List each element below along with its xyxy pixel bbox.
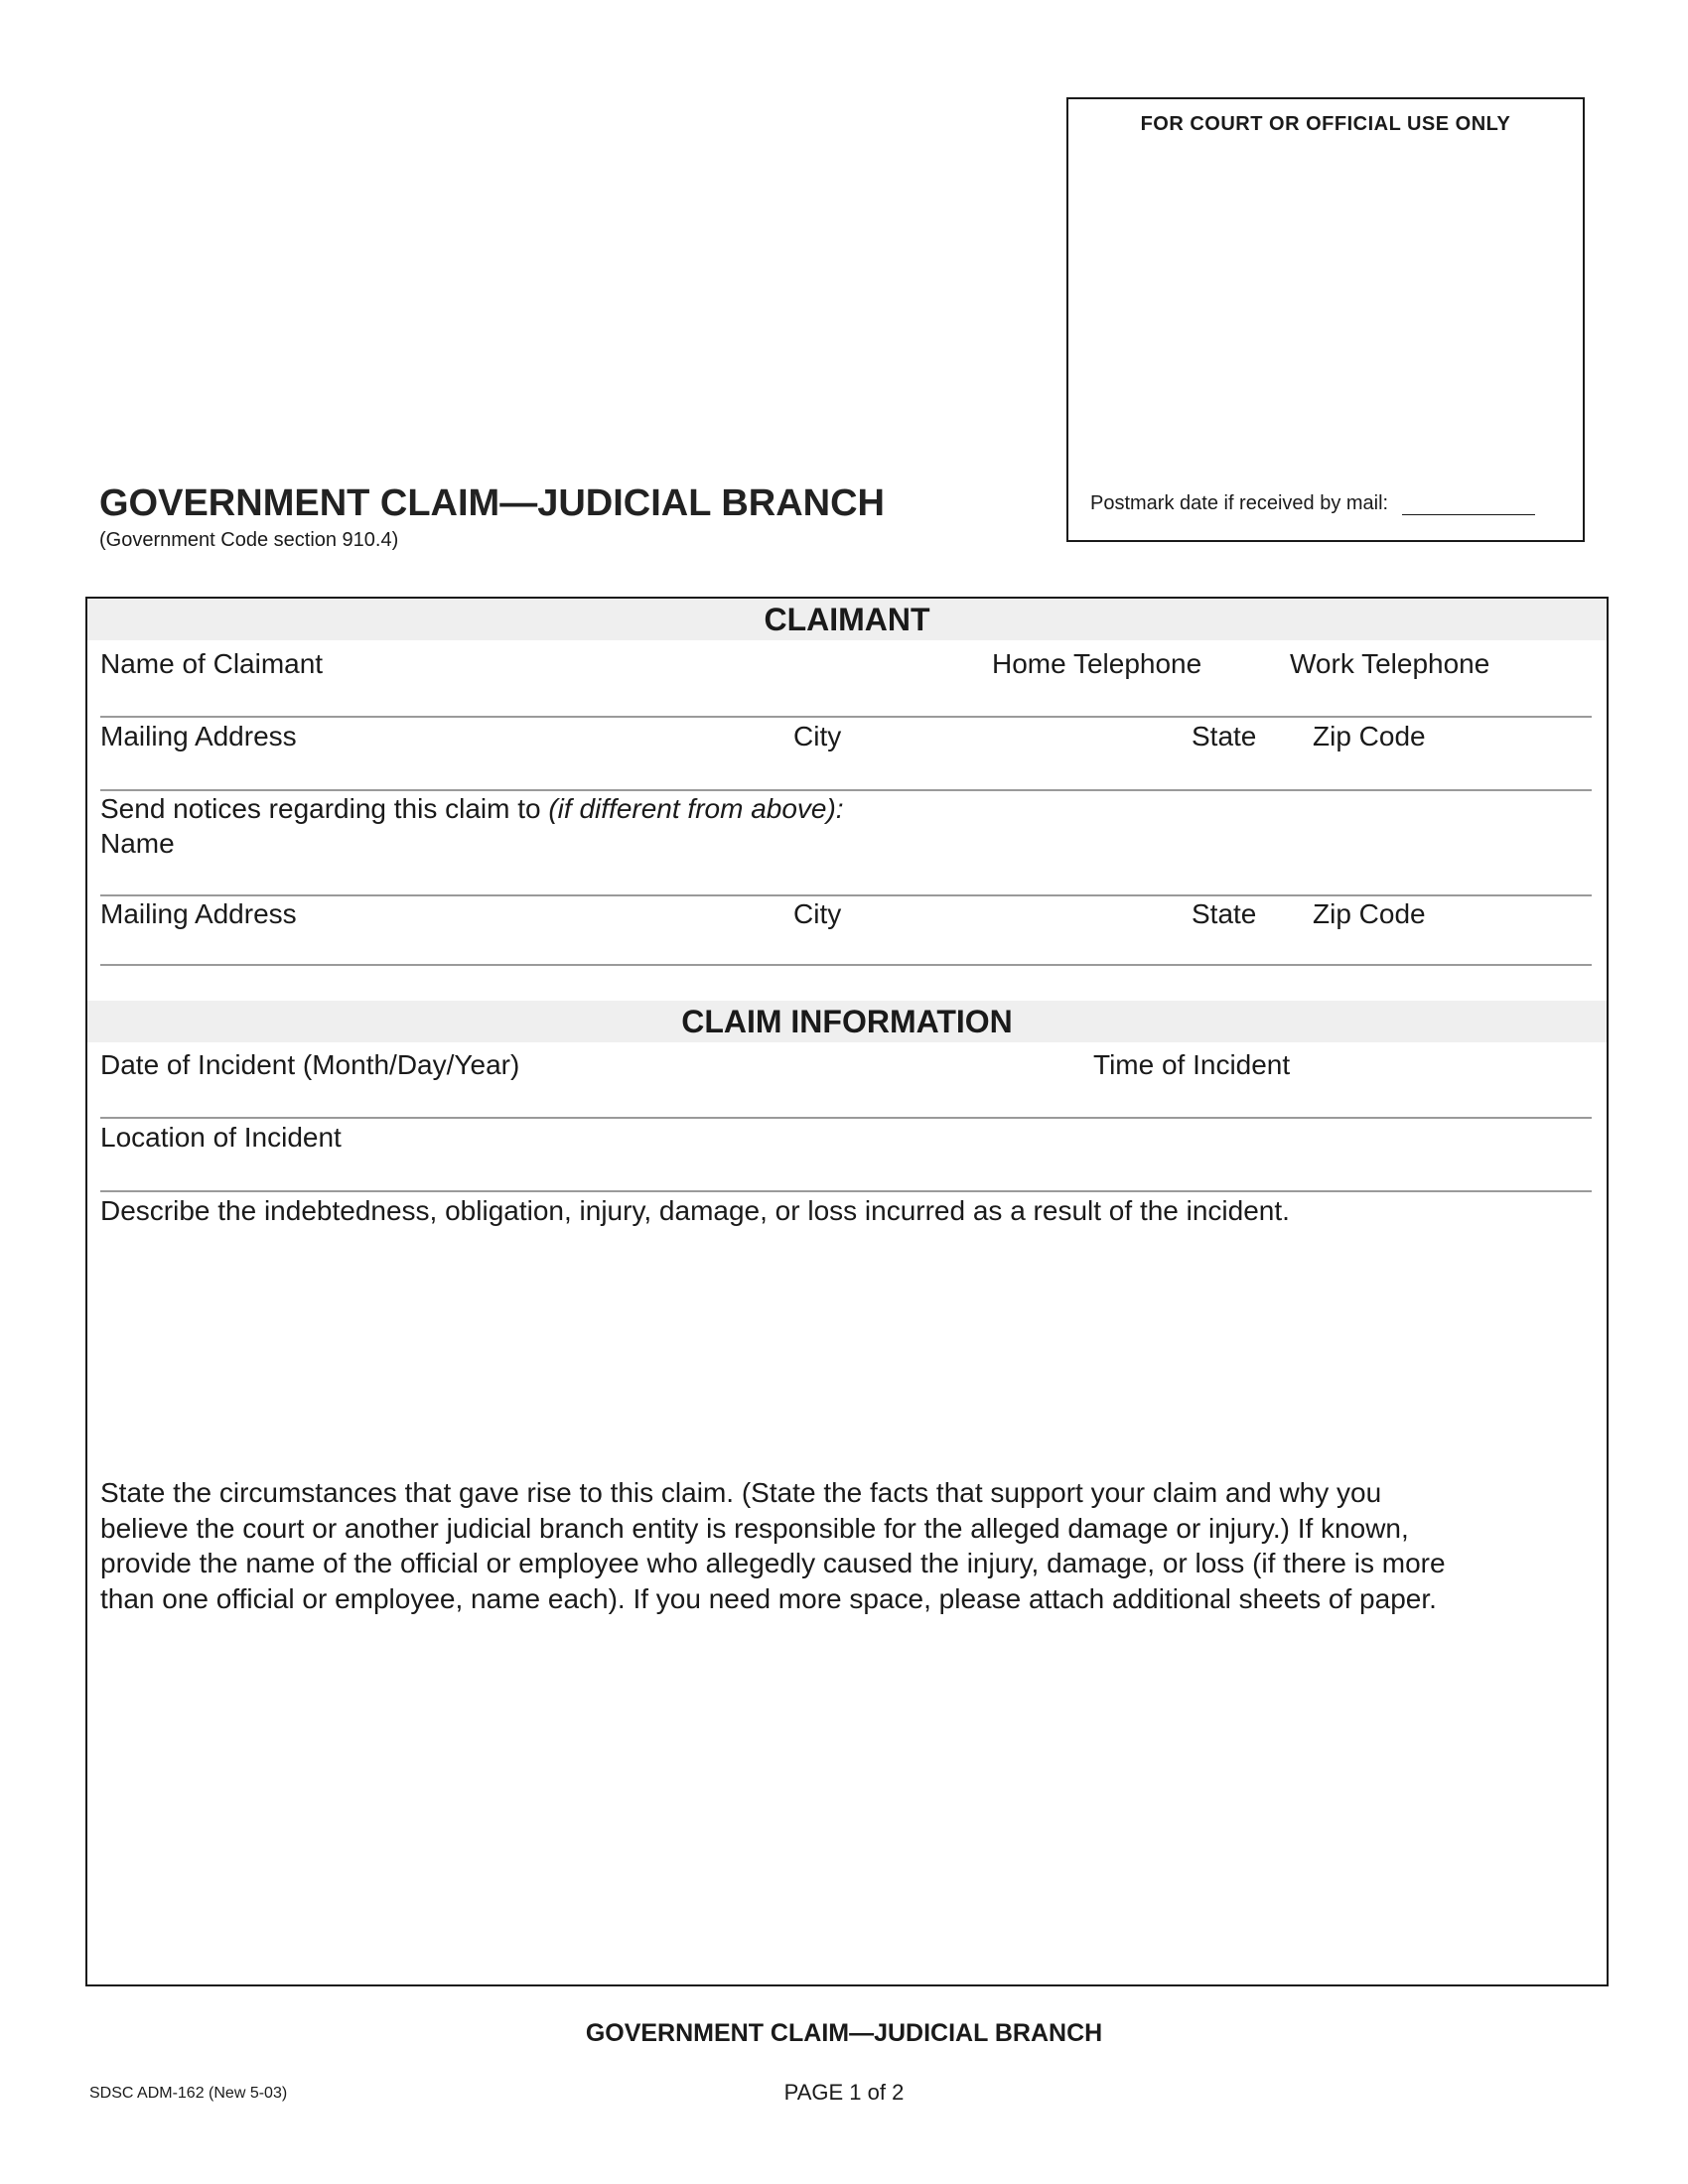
home-telephone-label: Home Telephone: [992, 648, 1202, 679]
mailing-address-label: Mailing Address: [100, 721, 297, 751]
notices-name-line[interactable]: [100, 894, 1592, 896]
alt-zip-code-label: Zip Code: [1313, 898, 1426, 929]
circumstances-instructions: [100, 1475, 1600, 1616]
notices-name-label: Name: [100, 828, 175, 859]
send-notices-text: Send notices regarding this claim to: [100, 793, 549, 824]
page-number: PAGE 1 of 2: [783, 2080, 905, 2105]
work-telephone-label: Work Telephone: [1290, 648, 1490, 679]
location-of-incident-label: Location of Incident: [100, 1122, 342, 1153]
circumstances-line: State the circumstances that gave rise to this claim. (State the facts that support your claim and why you: [100, 1477, 1382, 1508]
claimant-address-line[interactable]: [100, 789, 1592, 791]
document-title: GOVERNMENT CLAIM—JUDICIAL BRANCH: [99, 482, 885, 524]
footer-title: GOVERNMENT CLAIM—JUDICIAL BRANCH: [585, 2019, 1103, 2047]
incident-date-line[interactable]: [100, 1117, 1592, 1119]
official-use-box: [1066, 97, 1585, 542]
circumstances-line: provide the name of the official or employee who allegedly caused the injury, damage, or loss (if there is more: [100, 1548, 1446, 1578]
form-number: SDSC ADM-162 (New 5-03): [89, 2085, 288, 2102]
zip-code-label: Zip Code: [1313, 721, 1426, 751]
send-notices-label: [100, 793, 844, 825]
circumstances-line: than one official or employee, name each). If you need more space, please attach additional sheets of paper.: [100, 1582, 1437, 1614]
alt-city-label: City: [793, 898, 842, 929]
alt-state-label: State: [1192, 898, 1257, 929]
postmark-date-field: [1090, 492, 1563, 515]
claimant-section-header: CLAIMANT: [87, 599, 1607, 640]
claimant-name-line[interactable]: [100, 716, 1592, 718]
city-label: City: [793, 721, 842, 751]
claim-information-section-header: CLAIM INFORMATION: [87, 1001, 1607, 1042]
postmark-label: Postmark date if received by mail:: [1090, 492, 1389, 514]
date-of-incident-label: Date of Incident (Month/Day/Year): [100, 1049, 520, 1080]
claim-form: [85, 597, 1609, 1986]
time-of-incident-label: Time of Incident: [1093, 1049, 1291, 1080]
describe-loss-label: Describe the indebtedness, obligation, injury, damage, or loss incurred as a result of the incident.: [100, 1195, 1290, 1226]
incident-location-line[interactable]: [100, 1190, 1592, 1192]
circumstances-line: believe the court or another judicial branch entity is responsible for the alleged damage or injury.) If known,: [100, 1512, 1409, 1544]
document-subtitle: (Government Code section 910.4): [99, 529, 399, 551]
alt-address-line[interactable]: [100, 964, 1592, 966]
send-notices-qualifier: (if different from above):: [548, 793, 844, 824]
alt-mailing-address-label: Mailing Address: [100, 898, 297, 929]
name-of-claimant-label: Name of Claimant: [100, 648, 324, 679]
postmark-date-blank[interactable]: [1402, 494, 1535, 515]
official-use-title: FOR COURT OR OFFICIAL USE ONLY: [1140, 113, 1511, 135]
state-label: State: [1192, 721, 1257, 751]
